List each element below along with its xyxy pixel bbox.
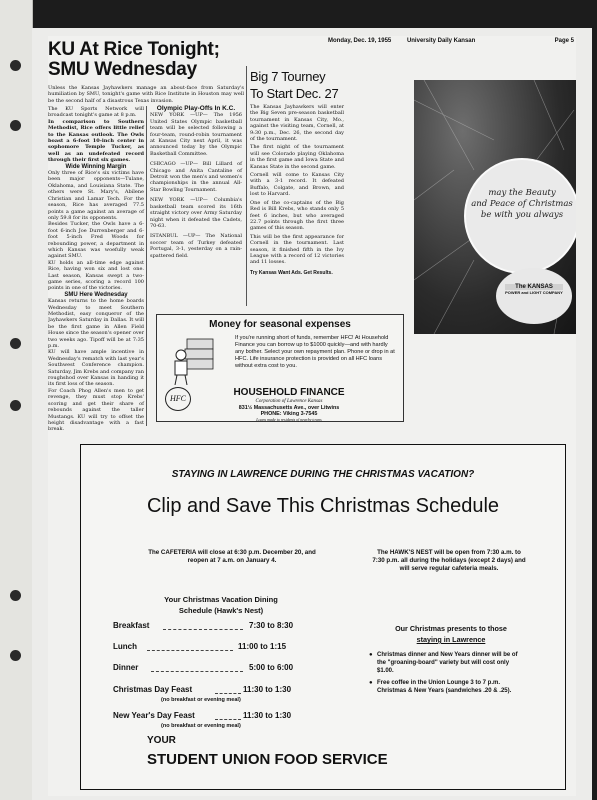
olympic-para: NEW YORK —UP— Columbia's basketball team scored its 16th straight victory over Army Saturday night when it defeated the Cadets, 70-63. (150, 197, 242, 229)
ku-para: For Coach Phog Allen's men to get revenge, they must stop Krebs' scoring and get their share of rebounds against the taller Mustangs. KU will try to offset the height disadvantage with a fast break. (48, 387, 144, 433)
finance-address (191, 405, 387, 417)
binder-hole (10, 60, 21, 71)
olympic-column (150, 106, 242, 259)
man-with-boxes-icon (167, 335, 227, 385)
bullet-icon: ● (369, 680, 373, 686)
binder-hole (10, 650, 21, 661)
bigseven-para: One of the co-captains of the Big Red is Bill Krebs, who stands only 5 feet 6 inches, but who averaged 22.7 points through the first three games of this season. (250, 199, 344, 232)
bullet-icon: ● (369, 652, 373, 658)
meal-time: 11:00 to 1:15 (238, 642, 287, 651)
finance-addr: 831½ Massachusetts Ave., over Litwins (238, 405, 340, 411)
olympic-para: CHICAGO —UP— Bill Lillard of Chicago and Anita Cantaline of Detroit won the men's and women's championships in the annual All-Star Bowling Tournament. (150, 161, 242, 193)
olympic-para: NEW YORK —UP— The 1956 United States Olympic basketball team will be selected following a four-team, round-robin tournament at Kansas City next April, it was announced today by the Olympic Basketball Committee. (150, 112, 242, 157)
meal-name: Dinner (113, 663, 139, 672)
finance-sub: Corporation of Lawrence Kansas (255, 399, 323, 404)
ku-subhead: SMU Here Wednesday (64, 291, 128, 298)
presents-title-1: Our Christmas presents to those (395, 624, 507, 633)
bigseven-para: Cornell will come to Kansas City with a 3-1 record. It defeated Buffalo, Colgate, and Brown, and lost to Harvard. (250, 172, 344, 198)
meal-row (113, 621, 149, 630)
finance-phone: PHONE: Viking 3-7545 (260, 411, 318, 417)
presents-title (371, 623, 531, 645)
kpl-brand: The KANSAS (505, 284, 563, 290)
bigseven-story (250, 68, 344, 276)
union-your: YOUR (147, 735, 176, 746)
meal-time: 7:30 to 8:30 (249, 621, 294, 630)
meal-note: (no breakfast or evening meal) (161, 697, 241, 703)
union-hawks-nest: The HAWK'S NEST will be open from 7:30 a.m. to 7:30 p.m. all during the holidays (except 2 days) and will serve regular cafeteria meals. (372, 549, 526, 572)
ku-headline-1: KU At Rice Tonight; (48, 39, 220, 60)
ku-column-1 (48, 106, 144, 433)
ku-lede: Unless the Kansas Jayhawkers manage an about-face from Saturday's humiliation by SMU, tonight's game with Rice Institute in Houston may well be the second half of a disastrous Texas invasion. (48, 85, 244, 104)
ku-para: Kansas returns to the home boards Wednesday to meet Southern Methodist, easy conqueror of the Jayhawkers Saturday in Dallas. It will be the first game in Allen Field House since the season's opener over two weeks ago. Tipoff will be at 7:35 p.m. (48, 298, 144, 350)
olympic-para: ISTANBUL —UP— The National soccer team of Turkey defeated Portugal, 3-1, yesterday on a rain-spattered field. (150, 233, 242, 259)
ku-para: KU holds an all-time edge against Rice, having won six and lost one. Last season, Kansas swept a two-game series, scoring a record 100 points in one of the victories. (48, 259, 144, 292)
union-signature: STUDENT UNION FOOD SERVICE (147, 751, 388, 768)
student-union-ad (80, 444, 566, 790)
finance-body: If you're running short of funds, remember HFC! At Household Finance you can borrow up to $1000 quickly—and with hardly any bother. Select your own repayment plan. Phone or drop in at HFC. Life insurance protection is provided on all HFC loans without extra cost to you. (235, 335, 395, 369)
union-title: Clip and Save This Christmas Schedule (146, 495, 500, 517)
finance-title: Money for seasonal expenses (209, 319, 351, 330)
column-rule (146, 106, 147, 426)
binder-hole (10, 400, 21, 411)
union-question: STAYING IN LAWRENCE DURING THE CHRISTMAS VACATION? (171, 469, 475, 480)
want-ads-line: Try Kansas Want Ads. Get Results. (250, 269, 333, 276)
olympic-headline: Olympic Play-Offs In K.C. (156, 105, 236, 112)
ku-subhead: Wide Winning Margin (65, 163, 127, 170)
union-cafeteria: The CAFETERIA will close at 6:30 p.m. December 20, and reopen at 7 a.m. on January 4. (148, 549, 316, 564)
meal-time: 11:30 to 1:30 (243, 711, 292, 720)
meal-name: Lunch (113, 642, 137, 651)
meal-note: (no breakfast or evening meal) (161, 723, 241, 729)
bigseven-headline-1: Big 7 Tourney (250, 69, 326, 84)
ornament-large (464, 158, 576, 274)
schedule-title (121, 594, 321, 616)
leader-dots (215, 719, 241, 720)
bigseven-headline-2: To Start Dec. 27 (250, 86, 339, 101)
finance-name: HOUSEHOLD FINANCE (233, 387, 345, 398)
kpl-message-1: may the Beauty (488, 188, 556, 198)
ku-para: KU will have ample incentive in Wednesday's rematch with last year's Southwest Conference champion. Saturday, Jim Krebs and company ran roughshod over Kansas in handing it its first loss of the season. (48, 349, 144, 388)
meal-row (113, 642, 137, 651)
ku-headline-2: SMU Wednesday (48, 59, 197, 80)
leader-dots (163, 629, 243, 630)
household-finance-ad (156, 314, 404, 422)
newspaper-page (48, 36, 576, 796)
binder-hole (10, 590, 21, 601)
column-rule (246, 66, 247, 306)
meal-name: New Year's Day Feast (113, 711, 195, 720)
schedule-title-1: Your Christmas Vacation Dining (164, 595, 278, 604)
bigseven-para: The first night of the tournament will see Colorado playing Oklahoma in the first game and Iowa State and Kansas State in the second game. (250, 144, 344, 170)
kpl-christmas-ad (414, 80, 576, 334)
ku-para: Only three of Rice's six victims have been major opponents—Tulane, Oklahoma, and Louisiana State. The others were St. Mary's, Abilene Christian and Lamar Tech. For the season, Rice has averaged 77.5 points a game against an average of only 59.8 for its opponents. (48, 170, 144, 221)
kpl-message-2: and Peace of Christmas (471, 199, 573, 209)
meal-row (113, 711, 195, 720)
leader-dots (215, 693, 241, 694)
header-paper: University Daily Kansan (406, 38, 476, 44)
present-item (369, 679, 527, 695)
meal-row (113, 663, 138, 672)
ku-para: The KU Sports Network will broadcast tonight's game at 8 p.m. (48, 106, 144, 119)
page-header (328, 38, 574, 44)
leader-dots (151, 671, 243, 672)
binder-hole (10, 338, 21, 349)
ku-para: In comparison to Southern Methodist, Rice offers little relief to the Kansas outlook. The Owls boast a 6-foot 10-inch center in sophomore Temple Tucker, as well as an undefeated record through their first six games. (48, 118, 144, 164)
leader-dots (147, 650, 233, 651)
binder-hole (10, 120, 21, 131)
bigseven-para: The Kansas Jayhawkers will enter the Big Seven pre-season basketball tournament in Kansas City, Mo., against the visiting team, Cornell, at 9:30 p.m., Dec. 26, the second day of the tournament. (250, 104, 344, 143)
schedule-title-2: Schedule (Hawk's Nest) (178, 606, 264, 615)
ku-story (48, 40, 244, 80)
finance-note: Loans made to residents of nearby towns (256, 417, 322, 422)
present-text: Free coffee in the Union Lounge 3 to 7 p.m. Christmas & New Years (sandwiches .20 & .25). (377, 680, 512, 694)
header-page: Page 5 (554, 38, 574, 44)
kpl-brand-2: POWER and LIGHT COMPANY (505, 290, 563, 295)
hfc-logo: HFC (165, 387, 191, 411)
bigseven-para: This will be the first appearance for Cornell in the tournament. Last season, it finished fifth in the Ivy League with a record of 12 victories and 11 losses. (250, 233, 344, 266)
meal-name: Christmas Day Feast (113, 685, 193, 694)
present-item (369, 651, 527, 675)
ku-para: Besides Tucker, the Owls have a 6-foot 6-inch Joe Durrenberger and 6-foot 5-inch Fred Woods for rebounding power, a department in which Kansas was woefully weak against SMU. (48, 221, 144, 260)
kpl-message-3: be with you always (480, 210, 564, 220)
ornament-small (496, 268, 572, 324)
meal-time: 11:30 to 1:30 (243, 685, 292, 694)
meal-row (113, 685, 192, 694)
present-text: Christmas dinner and New Years dinner will be of the "groaning-board" variety but will cost only $1.00. (377, 652, 518, 674)
binder-strip (0, 0, 33, 800)
header-date: Monday, Dec. 19, 1955 (328, 38, 392, 44)
meal-name: Breakfast (113, 621, 150, 630)
presents-title-2: staying in Lawrence (416, 635, 486, 644)
meal-time: 5:00 to 6:00 (249, 663, 294, 672)
